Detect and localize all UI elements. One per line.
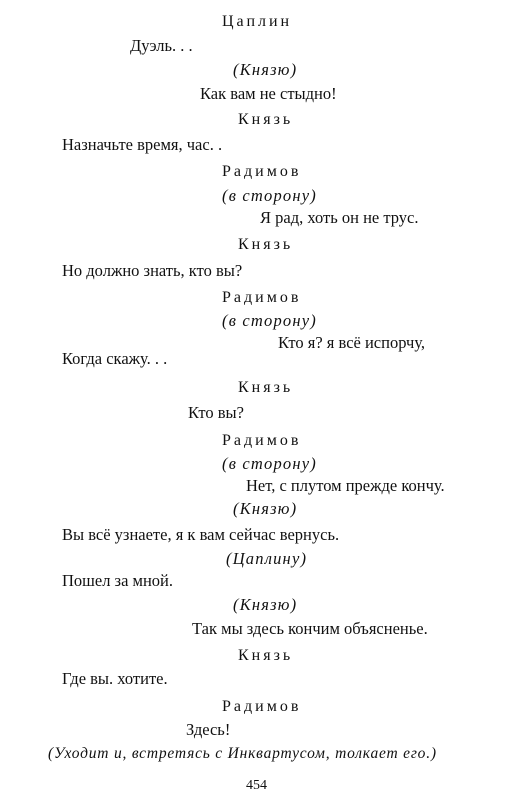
stage-direction: (Цаплину) <box>226 549 308 568</box>
speaker-name: Цаплин <box>222 13 293 30</box>
stage-direction: (Князю) <box>233 595 298 614</box>
stage-direction: (Князю) <box>233 60 298 79</box>
speaker-name: Радимов <box>222 698 302 715</box>
verse-line: Пошел за мной. <box>62 571 173 590</box>
verse-line: Так мы здесь кончим объясненье. <box>192 619 428 638</box>
speaker-name: Радимов <box>222 289 302 306</box>
stage-direction: (Уходит и, встретясь с Инквартусом, толкает его.) <box>48 745 437 762</box>
verse-line: Вы всё узнаете, я к вам сейчас вернусь. <box>62 525 340 544</box>
verse-line: Я рад, хоть он не трус. <box>260 208 419 227</box>
speaker-name: Радимов <box>222 163 302 180</box>
stage-direction: (в сторону) <box>222 311 317 330</box>
verse-line: Нет, с плутом прежде кончу. <box>246 476 445 495</box>
speaker-name: Князь <box>238 379 294 396</box>
speaker-name: Князь <box>238 111 294 128</box>
speaker-name: Князь <box>238 647 294 664</box>
verse-line: Когда скажу. . . <box>62 349 168 368</box>
verse-line: Кто вы? <box>188 403 244 422</box>
verse-line: Дуэль. . . <box>130 36 193 55</box>
verse-line: Здесь! <box>186 720 231 739</box>
speaker-name: Радимов <box>222 432 302 449</box>
speaker-name: Князь <box>238 236 294 253</box>
stage-direction: (в сторону) <box>222 454 317 473</box>
verse-line: Но должно знать, кто вы? <box>62 261 243 280</box>
verse-line: Где вы. хотите. <box>62 669 168 688</box>
verse-line: Назначьте время, час. . <box>62 135 223 154</box>
stage-direction: (в сторону) <box>222 186 317 205</box>
page-number: 454 <box>246 778 267 793</box>
verse-line: Кто я? я всё испорчу, <box>278 333 426 352</box>
stage-direction: (Князю) <box>233 499 298 518</box>
verse-line: Как вам не стыдно! <box>200 84 337 103</box>
